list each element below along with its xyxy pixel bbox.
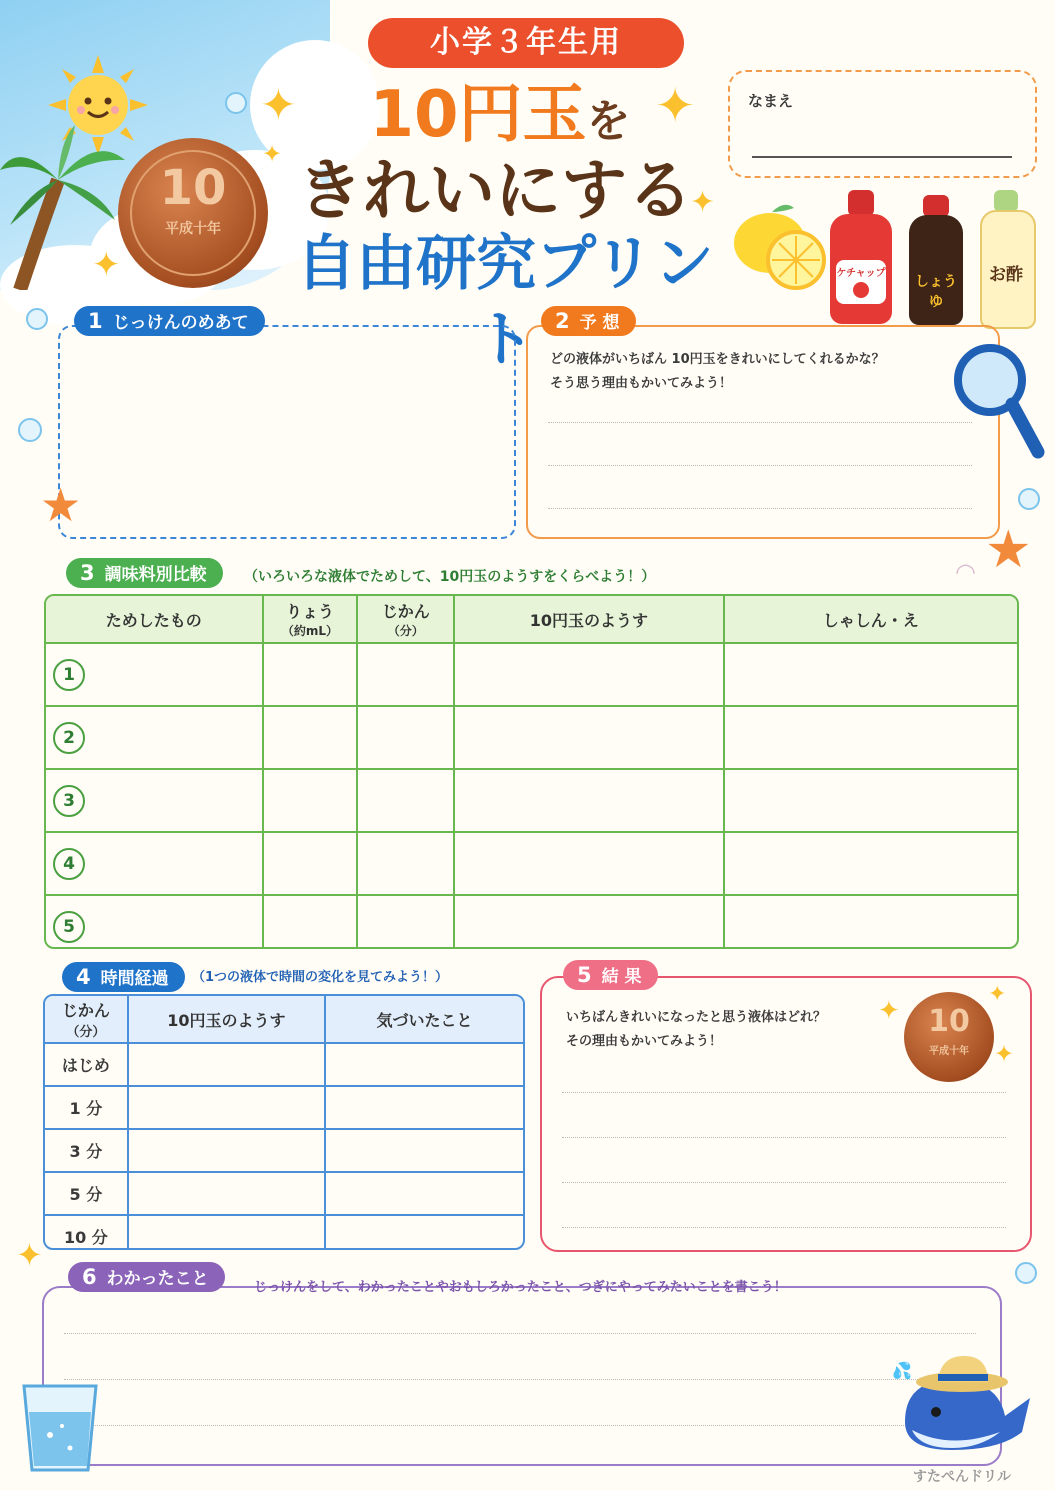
comparison-cell-item[interactable] (45, 769, 263, 832)
section2-answer-line[interactable] (548, 465, 972, 466)
vinegar-label: お酢 (989, 265, 1023, 285)
sparkle-icon: ✦ (994, 1040, 1015, 1068)
section1-number: 1 (88, 309, 103, 333)
comparison-cell[interactable] (357, 769, 454, 832)
time-header-0 (44, 995, 128, 1043)
lemon-icon (732, 198, 827, 293)
section6-answer-line[interactable] (64, 1425, 976, 1426)
ten-yen-coin-image (904, 992, 994, 1082)
starfish-icon: ★ (40, 478, 82, 532)
sparkle-icon: ✦ (655, 78, 696, 134)
comparison-cell[interactable] (724, 769, 1018, 832)
section1-box[interactable] (58, 325, 516, 539)
time-header-2 (325, 995, 524, 1043)
comparison-header-main: ためしたもの (105, 610, 202, 630)
title-main: 10円玉 (369, 78, 587, 152)
soy-sauce-bottle-icon (905, 195, 967, 325)
section5-prompt-2: その理由もかいてみよう！ (566, 1034, 723, 1049)
time-label: 3 分 (44, 1129, 128, 1172)
time-header-1 (128, 995, 325, 1043)
section3-title: 調味料別比較 (104, 565, 207, 585)
time-row (44, 1129, 524, 1172)
section5-number: 5 (577, 963, 592, 987)
footer-brand: すたぺんドリル (913, 1469, 1011, 1485)
time-header-main: じかん (61, 1001, 110, 1020)
comparison-cell-item[interactable] (45, 706, 263, 769)
time-row (44, 1172, 524, 1215)
ketchup-label: ケチャップ (836, 268, 886, 279)
comparison-cell[interactable] (724, 895, 1018, 949)
time-row (44, 1043, 524, 1086)
section2-tag (541, 306, 636, 336)
time-header-main: 10円玉のようす (167, 1010, 286, 1030)
section6-title: わかったこと (106, 1269, 209, 1289)
comparison-header-main: 10円玉のようす (529, 610, 649, 630)
section5-title: 結 果 (601, 967, 642, 987)
section6-note: じっけんをして、わかったことやおもしろかったこと、つぎにやってみたいことを書こう！ (254, 1280, 787, 1295)
comparison-cell[interactable] (263, 643, 358, 706)
bubble-decoration (1018, 488, 1040, 510)
comparison-row (45, 832, 1018, 895)
comparison-row (45, 643, 1018, 706)
coin-era: 平成十年 (929, 1046, 969, 1057)
comparison-cell[interactable] (357, 643, 454, 706)
time-row (44, 1215, 524, 1250)
comparison-row (45, 706, 1018, 769)
comparison-header-sub: （約mL） (281, 624, 339, 638)
row-number-badge: 5 (53, 911, 85, 943)
comparison-cell[interactable] (454, 832, 723, 895)
time-cell[interactable] (325, 1043, 524, 1086)
comparison-header-main: しゃしん・え (822, 610, 919, 630)
time-row (44, 1086, 524, 1129)
section1-tag (74, 306, 265, 336)
section5-answer-line[interactable] (562, 1182, 1006, 1183)
row-number-badge: 3 (53, 785, 85, 817)
comparison-cell[interactable] (454, 706, 723, 769)
comparison-header-0 (45, 595, 263, 643)
sparkle-icon: ✦ (878, 996, 900, 1026)
title-line-3: 自由研究プリント (296, 229, 714, 375)
comparison-header-main: じかん (381, 602, 430, 621)
comparison-table-frame (44, 594, 1019, 949)
section1-title: じっけんのめあて (112, 313, 249, 333)
section2-prompt-2: そう思う理由もかいてみよう！ (550, 376, 733, 391)
comparison-cell[interactable] (263, 895, 358, 949)
comparison-cell[interactable] (357, 832, 454, 895)
title-line-1 (300, 78, 700, 159)
magnifier-icon (950, 340, 1045, 460)
section3-tag (66, 558, 223, 588)
sparkle-icon: ✦ (690, 185, 716, 220)
section4-number: 4 (76, 965, 91, 989)
bubble-decoration (18, 418, 42, 442)
comparison-cell[interactable] (454, 895, 723, 949)
bubble-decoration (1015, 1262, 1037, 1284)
whale-icon (890, 1350, 1040, 1465)
name-label: なまえ (748, 92, 794, 110)
comparison-cell[interactable] (263, 769, 358, 832)
sparkle-icon: ✦ (262, 140, 283, 168)
section5-answer-line[interactable] (562, 1227, 1006, 1228)
section2-number: 2 (555, 309, 570, 333)
section5-prompt-1: いちばんきれいになったと思う液体はどれ？ (566, 1010, 827, 1025)
soy-sauce-label: しょうゆ (915, 274, 957, 310)
section4-note: （1つの液体で時間の変化を見てみよう！） (192, 970, 449, 985)
comparison-header-1 (263, 595, 358, 643)
comparison-header-2 (357, 595, 454, 643)
water-glass-icon (20, 1380, 100, 1475)
section2-title: 予 想 (579, 313, 620, 333)
name-field[interactable] (752, 156, 1012, 158)
section5-answer-line[interactable] (562, 1137, 1006, 1138)
section3-number: 3 (80, 561, 95, 585)
coin-denomination: 10 (928, 1004, 970, 1039)
bubble-decoration (26, 308, 48, 330)
time-label: 5 分 (44, 1172, 128, 1215)
time-cell[interactable] (128, 1129, 325, 1172)
time-label: はじめ (44, 1043, 128, 1086)
section4-title: 時間経過 (100, 969, 169, 989)
title-line-2: きれいにする (297, 152, 693, 229)
comparison-header-main: りょう (285, 602, 334, 621)
sparkle-icon: ✦ (16, 1236, 43, 1274)
sparkle-icon: ✦ (260, 80, 297, 131)
comparison-header-sub: （分） (387, 624, 424, 638)
time-cell[interactable] (128, 1215, 325, 1250)
comparison-cell-item[interactable] (45, 643, 263, 706)
section6-answer-line[interactable] (64, 1379, 976, 1380)
comparison-cell-item[interactable] (45, 832, 263, 895)
comparison-header-3 (454, 595, 723, 643)
section5-answer-line[interactable] (562, 1092, 1006, 1093)
section4-tag (62, 962, 185, 992)
section2-answer-line[interactable] (548, 422, 972, 423)
row-number-badge: 2 (53, 722, 85, 754)
time-header-sub: （分） (66, 1025, 106, 1040)
comparison-row (45, 895, 1018, 949)
section6-number: 6 (82, 1265, 97, 1289)
coin-denomination: 10 (159, 160, 227, 216)
sparkle-icon: ✦ (988, 982, 1007, 1007)
comparison-cell[interactable] (724, 832, 1018, 895)
ten-yen-coin-image (118, 138, 268, 288)
time-cell[interactable] (325, 1215, 524, 1250)
coin-era: 平成十年 (165, 221, 221, 237)
section6-answer-line[interactable] (64, 1333, 976, 1334)
comparison-cell[interactable] (724, 706, 1018, 769)
time-label: 1 分 (44, 1086, 128, 1129)
comparison-cell[interactable] (357, 706, 454, 769)
time-table (43, 994, 525, 1250)
time-cell[interactable] (325, 1129, 524, 1172)
comparison-table (44, 594, 1019, 949)
section2-answer-line[interactable] (548, 508, 972, 509)
svg-text:💦: 💦 (892, 1361, 912, 1380)
comparison-cell[interactable] (263, 706, 358, 769)
row-number-badge: 4 (53, 848, 85, 880)
time-cell[interactable] (325, 1086, 524, 1129)
time-label: 10 分 (44, 1215, 128, 1250)
comparison-cell-item[interactable] (45, 895, 263, 949)
section3-note: （いろいろな液体でためして、10円玉のようすをくらべよう！） (244, 569, 656, 585)
comparison-cell[interactable] (454, 643, 723, 706)
sparkle-icon: ✦ (92, 245, 121, 285)
time-header-main: 気づいたこと (376, 1010, 473, 1030)
comparison-cell[interactable] (724, 643, 1018, 706)
bubble-decoration (225, 92, 247, 114)
title-particle: を (586, 96, 631, 147)
comparison-row (45, 769, 1018, 832)
time-cell[interactable] (128, 1172, 325, 1215)
section2-prompt-1: どの液体がいちばん 10円玉をきれいにしてくれるかな？ (550, 352, 885, 367)
vinegar-bottle-icon (978, 190, 1034, 325)
shell-icon: ◠ (955, 558, 976, 586)
grade-badge: 小学３年生用 (368, 18, 684, 68)
time-cell[interactable] (128, 1086, 325, 1129)
section6-tag (68, 1262, 225, 1292)
name-box (728, 70, 1037, 178)
time-table-frame (43, 994, 525, 1250)
starfish-icon: ★ (985, 520, 1032, 580)
comparison-cell[interactable] (263, 832, 358, 895)
time-cell[interactable] (325, 1172, 524, 1215)
section5-tag (563, 960, 658, 990)
comparison-cell[interactable] (454, 769, 723, 832)
comparison-header-4 (724, 595, 1018, 643)
ketchup-bottle-icon (830, 190, 892, 325)
section6-box (42, 1286, 1002, 1466)
row-number-badge: 1 (53, 659, 85, 691)
time-cell[interactable] (128, 1043, 325, 1086)
comparison-cell[interactable] (357, 895, 454, 949)
